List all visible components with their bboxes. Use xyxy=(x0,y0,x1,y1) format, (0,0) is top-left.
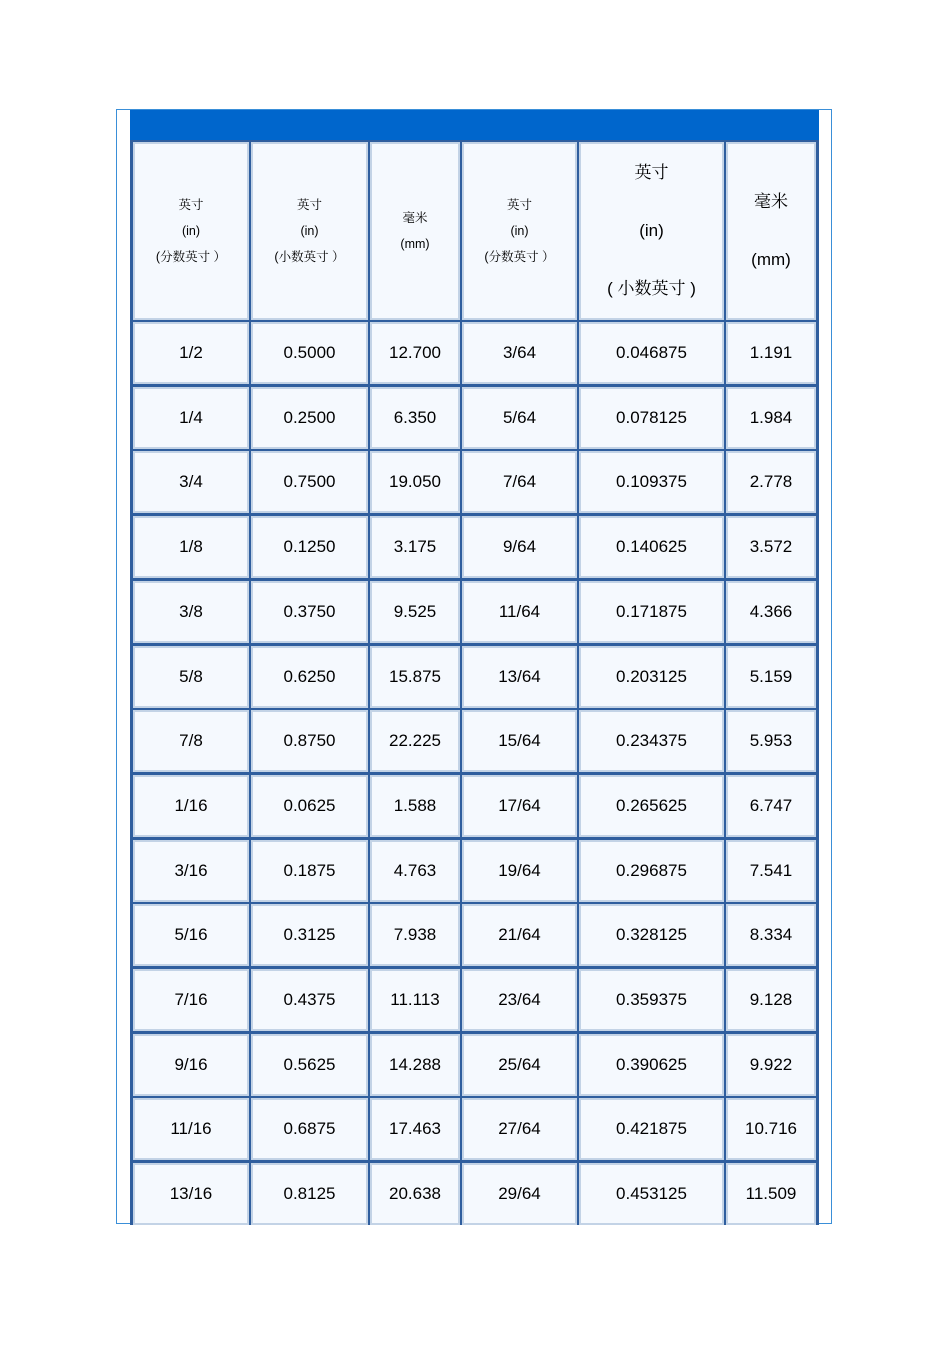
inch-fraction-cell: 19/64 xyxy=(462,840,577,902)
mm-cell: 11.113 xyxy=(370,969,460,1031)
inch-decimal-cell: 0.3750 xyxy=(251,581,368,643)
inch-fraction-cell: 1/4 xyxy=(133,387,249,449)
mm-cell: 22.225 xyxy=(370,710,460,772)
inch-fraction-cell: 25/64 xyxy=(462,1034,577,1096)
inch-fraction-cell: 7/64 xyxy=(462,451,577,513)
inch-decimal-cell: 0.1875 xyxy=(251,840,368,902)
mm-cell: 12.700 xyxy=(370,322,460,384)
inch-fraction-cell: 5/8 xyxy=(133,646,249,708)
mm-cell: 15.875 xyxy=(370,646,460,708)
inch-fraction-cell: 5/16 xyxy=(133,904,249,966)
mm-cell: 1.588 xyxy=(370,775,460,837)
mm-cell: 5.953 xyxy=(726,710,816,772)
inch-decimal-cell: 0.234375 xyxy=(579,710,724,772)
inch-decimal-cell: 0.453125 xyxy=(579,1163,724,1225)
inch-fraction-cell: 3/4 xyxy=(133,451,249,513)
mm-cell: 1.984 xyxy=(726,387,816,449)
mm-cell: 6.350 xyxy=(370,387,460,449)
mm-cell: 9.525 xyxy=(370,581,460,643)
mm-cell: 14.288 xyxy=(370,1034,460,1096)
mm-cell: 4.763 xyxy=(370,840,460,902)
mm-cell: 8.334 xyxy=(726,904,816,966)
inch-decimal-cell: 0.140625 xyxy=(579,516,724,578)
inch-decimal-cell: 0.0625 xyxy=(251,775,368,837)
mm-cell: 3.175 xyxy=(370,516,460,578)
inch-decimal-cell: 0.421875 xyxy=(579,1098,724,1160)
inch-decimal-cell: 0.5000 xyxy=(251,322,368,384)
mm-cell: 9.922 xyxy=(726,1034,816,1096)
inch-decimal-cell: 0.171875 xyxy=(579,581,724,643)
header-inch-fraction-1: 英寸 (in) (分数英寸 ） xyxy=(133,142,249,320)
inch-decimal-cell: 0.359375 xyxy=(579,969,724,1031)
inch-fraction-cell: 7/8 xyxy=(133,710,249,772)
mm-cell: 1.191 xyxy=(726,322,816,384)
inch-fraction-cell: 3/64 xyxy=(462,322,577,384)
inch-fraction-cell: 1/16 xyxy=(133,775,249,837)
table-title-bar xyxy=(130,110,819,140)
inch-decimal-cell: 0.203125 xyxy=(579,646,724,708)
header-mm-2: 毫米 (mm) xyxy=(726,142,816,320)
inch-fraction-cell: 17/64 xyxy=(462,775,577,837)
mm-cell: 4.366 xyxy=(726,581,816,643)
inch-decimal-cell: 0.8750 xyxy=(251,710,368,772)
mm-cell: 6.747 xyxy=(726,775,816,837)
inch-decimal-cell: 0.109375 xyxy=(579,451,724,513)
inch-fraction-cell: 9/64 xyxy=(462,516,577,578)
inch-fraction-cell: 11/16 xyxy=(133,1098,249,1160)
inch-decimal-cell: 0.296875 xyxy=(579,840,724,902)
mm-cell: 7.938 xyxy=(370,904,460,966)
inch-fraction-cell: 7/16 xyxy=(133,969,249,1031)
inch-decimal-cell: 0.8125 xyxy=(251,1163,368,1225)
inch-decimal-cell: 0.4375 xyxy=(251,969,368,1031)
inch-decimal-cell: 0.390625 xyxy=(579,1034,724,1096)
conversion-table xyxy=(130,110,819,1225)
header-mm-1: 毫米 (mm) xyxy=(370,142,460,320)
mm-cell: 11.509 xyxy=(726,1163,816,1225)
inch-fraction-cell: 3/16 xyxy=(133,840,249,902)
inch-fraction-cell: 13/16 xyxy=(133,1163,249,1225)
mm-cell: 17.463 xyxy=(370,1098,460,1160)
mm-cell: 10.716 xyxy=(726,1098,816,1160)
inch-decimal-cell: 0.6875 xyxy=(251,1098,368,1160)
inch-decimal-cell: 0.078125 xyxy=(579,387,724,449)
mm-cell: 19.050 xyxy=(370,451,460,513)
mm-cell: 9.128 xyxy=(726,969,816,1031)
inch-fraction-cell: 15/64 xyxy=(462,710,577,772)
inch-decimal-cell: 0.046875 xyxy=(579,322,724,384)
inch-decimal-cell: 0.328125 xyxy=(579,904,724,966)
mm-cell: 7.541 xyxy=(726,840,816,902)
inch-fraction-cell: 1/2 xyxy=(133,322,249,384)
inch-fraction-cell: 29/64 xyxy=(462,1163,577,1225)
inch-fraction-cell: 13/64 xyxy=(462,646,577,708)
mm-cell: 20.638 xyxy=(370,1163,460,1225)
inch-fraction-cell: 1/8 xyxy=(133,516,249,578)
inch-decimal-cell: 0.1250 xyxy=(251,516,368,578)
inch-fraction-cell: 5/64 xyxy=(462,387,577,449)
inch-decimal-cell: 0.5625 xyxy=(251,1034,368,1096)
inch-decimal-cell: 0.7500 xyxy=(251,451,368,513)
mm-cell: 5.159 xyxy=(726,646,816,708)
inch-decimal-cell: 0.265625 xyxy=(579,775,724,837)
mm-cell: 2.778 xyxy=(726,451,816,513)
inch-fraction-cell: 3/8 xyxy=(133,581,249,643)
header-inch-decimal-1: 英寸 (in) (小数英寸 ） xyxy=(251,142,368,320)
mm-cell: 3.572 xyxy=(726,516,816,578)
header-inch-decimal-2: 英寸 (in) ( 小数英寸 ) xyxy=(579,142,724,320)
inch-fraction-cell: 21/64 xyxy=(462,904,577,966)
inch-fraction-cell: 11/64 xyxy=(462,581,577,643)
inch-decimal-cell: 0.3125 xyxy=(251,904,368,966)
inch-fraction-cell: 27/64 xyxy=(462,1098,577,1160)
inch-fraction-cell: 9/16 xyxy=(133,1034,249,1096)
inch-decimal-cell: 0.2500 xyxy=(251,387,368,449)
header-inch-fraction-2: 英寸 (in) (分数英寸 ） xyxy=(462,142,577,320)
inch-decimal-cell: 0.6250 xyxy=(251,646,368,708)
inch-fraction-cell: 23/64 xyxy=(462,969,577,1031)
